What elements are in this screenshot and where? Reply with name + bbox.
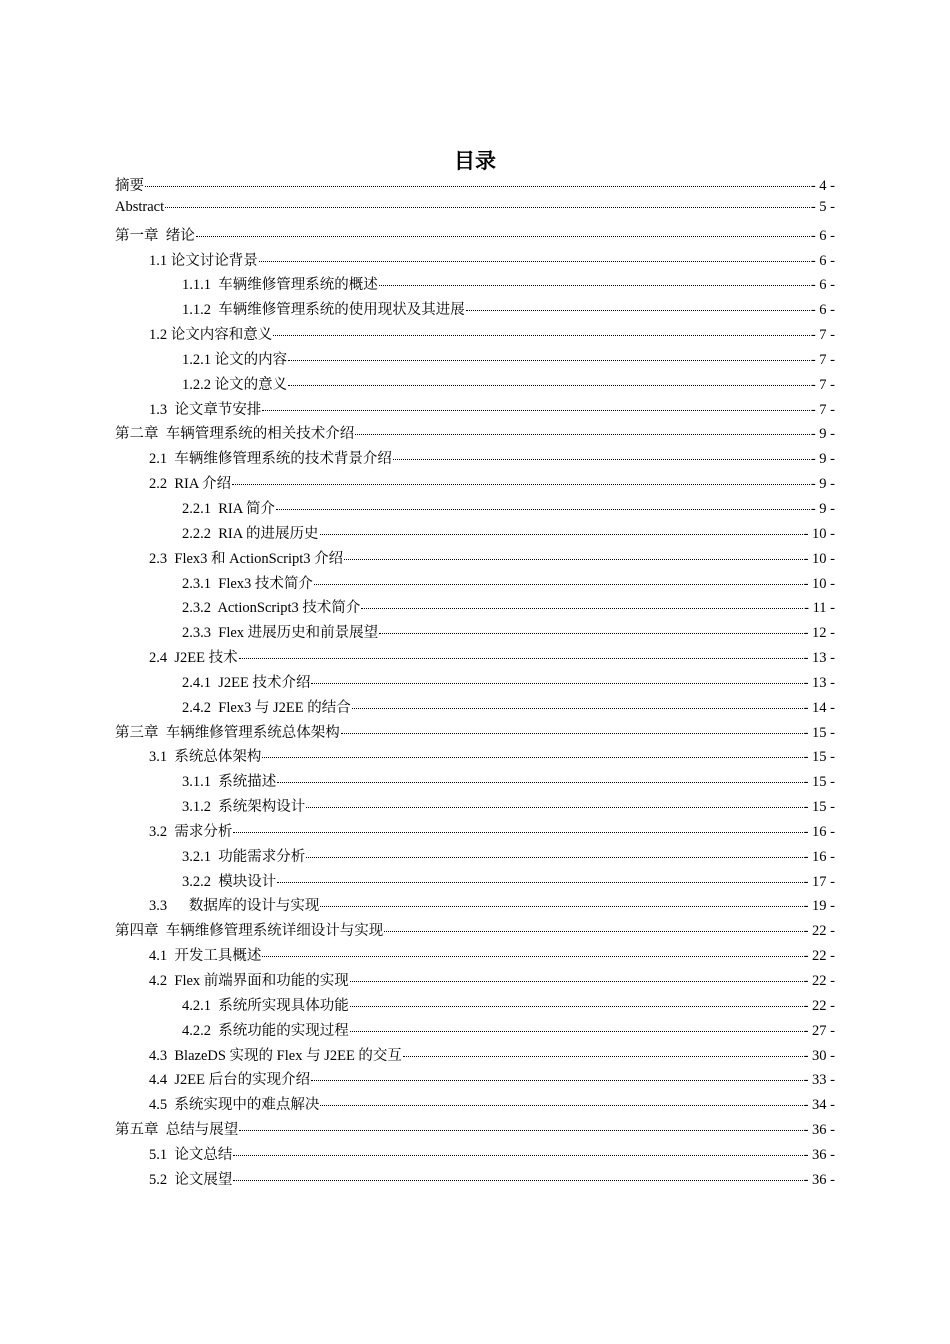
toc-entry[interactable]	[115, 572, 835, 597]
toc-entry[interactable]	[115, 1044, 835, 1069]
toc-entry-label: 1.2 论文内容和意义	[149, 327, 273, 344]
toc-leader-dots	[311, 1080, 802, 1081]
toc-entry-page: - 36 -	[803, 1146, 835, 1163]
toc-entry[interactable]	[115, 249, 835, 274]
toc-entry[interactable]	[115, 820, 835, 845]
toc-entry[interactable]	[115, 621, 835, 646]
toc-entry-label: 1.1 论文讨论背景	[149, 252, 258, 269]
toc-entry-page: - 34 -	[803, 1097, 835, 1114]
toc-entry-label: 3.3 数据库的设计与实现	[149, 898, 320, 915]
toc-entry-label: 2.3.1 Flex3 技术简介	[182, 575, 313, 592]
toc-entry-page: - 15 -	[803, 724, 835, 741]
toc-leader-dots	[350, 1006, 803, 1007]
toc-entry-page: - 22 -	[803, 997, 835, 1014]
toc-leader-dots	[466, 310, 810, 311]
toc-entry[interactable]	[115, 1118, 835, 1143]
toc-entry[interactable]	[115, 1068, 835, 1093]
toc-entry[interactable]	[115, 870, 835, 895]
toc-entry-label: 2.4 J2EE 技术	[149, 650, 238, 667]
toc-entry[interactable]	[115, 1143, 835, 1168]
toc-entry-page: - 22 -	[803, 948, 835, 965]
toc-leader-dots	[350, 981, 803, 982]
toc-entry-label: 4.3 BlazeDS 实现的 Flex 与 J2EE 的交互	[149, 1047, 402, 1064]
toc-entry[interactable]	[115, 199, 835, 224]
toc-entry-page: - 7 -	[810, 401, 835, 418]
toc-entry-label: 2.2.1 RIA 简介	[182, 500, 276, 517]
toc-entry-label: 2.3 Flex3 和 ActionScript3 介绍	[149, 550, 344, 567]
toc-entry-page: - 6 -	[810, 302, 835, 319]
table-of-contents	[115, 174, 835, 1193]
toc-entry-page: - 27 -	[803, 1022, 835, 1039]
toc-entry[interactable]	[115, 472, 835, 497]
toc-entry[interactable]	[115, 224, 835, 249]
toc-entry-label: 1.1.2 车辆维修管理系统的使用现状及其进展	[182, 302, 465, 319]
toc-entry[interactable]	[115, 919, 835, 944]
toc-entry[interactable]	[115, 298, 835, 323]
toc-entry-label: 第三章 车辆维修管理系统总体架构	[115, 724, 340, 741]
toc-entry-page: - 9 -	[810, 500, 835, 517]
toc-entry-label: 4.2.2 系统功能的实现过程	[182, 1022, 349, 1039]
toc-leader-dots	[262, 757, 802, 758]
toc-entry[interactable]	[115, 547, 835, 572]
toc-entry-label: Abstract	[115, 198, 165, 215]
toc-leader-dots	[314, 584, 803, 585]
toc-entry-label: 2.3.3 Flex 进展历史和前景展望	[182, 625, 379, 642]
toc-entry-page: - 6 -	[810, 252, 835, 269]
toc-entry-page: - 13 -	[803, 650, 835, 667]
toc-leader-dots	[145, 186, 810, 187]
toc-entry-label: 5.1 论文总结	[149, 1146, 233, 1163]
toc-entry[interactable]	[115, 671, 835, 696]
toc-leader-dots	[273, 335, 810, 336]
toc-entry-page: - 5 -	[810, 198, 835, 215]
toc-entry-label: 3.1.2 系统架构设计	[182, 799, 306, 816]
toc-entry-page: - 6 -	[810, 227, 835, 244]
toc-entry-label: 4.2.1 系统所实现具体功能	[182, 997, 349, 1014]
toc-entry-label: 2.2 RIA 介绍	[149, 476, 232, 493]
toc-leader-dots	[344, 559, 802, 560]
toc-entry-label: 2.2.2 RIA 的进展历史	[182, 525, 319, 542]
toc-entry-label: 1.2.2 论文的意义	[182, 376, 288, 393]
toc-entry-label: 1.1.1 车辆维修管理系统的概述	[182, 277, 378, 294]
toc-entry-page: - 19 -	[803, 898, 835, 915]
toc-entry-label: 5.2 论文展望	[149, 1171, 233, 1188]
toc-entry-label: 2.4.2 Flex3 与 J2EE 的结合	[182, 699, 351, 716]
toc-leader-dots	[262, 956, 802, 957]
toc-entry-page: - 14 -	[803, 699, 835, 716]
toc-entry[interactable]	[115, 596, 835, 621]
toc-entry-page: - 15 -	[803, 774, 835, 791]
toc-entry[interactable]	[115, 1168, 835, 1193]
toc-leader-dots	[379, 285, 810, 286]
toc-entry-page: - 9 -	[810, 451, 835, 468]
toc-leader-dots	[306, 807, 802, 808]
toc-entry[interactable]	[115, 721, 835, 746]
toc-entry-page: - 13 -	[803, 674, 835, 691]
toc-entry-label: 摘要	[115, 178, 144, 194]
toc-entry-page: - 7 -	[810, 351, 835, 368]
toc-entry-label: 4.5 系统实现中的难点解决	[149, 1097, 320, 1114]
toc-entry-page: - 16 -	[803, 848, 835, 865]
toc-entry-page: - 12 -	[803, 625, 835, 642]
toc-entry[interactable]	[115, 944, 835, 969]
toc-entry[interactable]	[115, 174, 835, 199]
toc-leader-dots	[403, 1056, 803, 1057]
toc-leader-dots	[311, 683, 802, 684]
toc-entry-label: 1.2.1 论文的内容	[182, 351, 288, 368]
toc-leader-dots	[196, 236, 810, 237]
toc-entry-page: - 30 -	[803, 1047, 835, 1064]
toc-entry-page: - 11 -	[804, 600, 835, 617]
toc-entry-label: 3.2.2 模块设计	[182, 873, 277, 890]
toc-entry[interactable]	[115, 373, 835, 398]
toc-entry-label: 第二章 车辆管理系统的相关技术介绍	[115, 426, 355, 443]
toc-entry-label: 3.2 需求分析	[149, 823, 233, 840]
toc-entry-page: - 22 -	[803, 923, 835, 940]
toc-entry[interactable]	[115, 497, 835, 522]
toc-leader-dots	[239, 658, 803, 659]
toc-entry-page: - 33 -	[803, 1072, 835, 1089]
toc-entry-page: - 36 -	[803, 1122, 835, 1139]
toc-leader-dots	[306, 857, 802, 858]
toc-entry[interactable]	[115, 422, 835, 447]
toc-leader-dots	[277, 882, 802, 883]
toc-entry[interactable]	[115, 795, 835, 820]
toc-entry-page: - 15 -	[803, 799, 835, 816]
toc-leader-dots	[350, 1031, 803, 1032]
toc-entry-label: 第一章 绪论	[115, 227, 195, 244]
page-title: 目录	[454, 149, 496, 173]
toc-entry[interactable]	[115, 273, 835, 298]
toc-entry[interactable]	[115, 1093, 835, 1118]
toc-entry[interactable]	[115, 646, 835, 671]
toc-entry-label: 4.2 Flex 前端界面和功能的实现	[149, 973, 349, 989]
toc-entry-label: 3.2.1 功能需求分析	[182, 848, 306, 865]
toc-entry[interactable]	[115, 894, 835, 919]
toc-leader-dots	[288, 385, 810, 386]
toc-entry-page: - 10 -	[803, 525, 835, 542]
toc-entry[interactable]	[115, 447, 835, 472]
toc-leader-dots	[361, 608, 803, 609]
toc-entry[interactable]	[115, 994, 835, 1019]
toc-entry-label: 3.1 系统总体架构	[149, 749, 262, 766]
toc-entry-label: 2.1 车辆维修管理系统的技术背景介绍	[149, 451, 392, 468]
toc-entry-label: 2.3.2 ActionScript3 技术简介	[182, 600, 361, 617]
toc-leader-dots	[320, 906, 802, 907]
toc-entry-label: 第四章 车辆维修管理系统详细设计与实现	[115, 923, 384, 940]
toc-leader-dots	[233, 1155, 802, 1156]
toc-leader-dots	[320, 1105, 802, 1106]
toc-entry-page: - 10 -	[803, 550, 835, 567]
toc-entry[interactable]	[115, 398, 835, 423]
toc-entry[interactable]	[115, 745, 835, 770]
toc-entry[interactable]	[115, 323, 835, 348]
toc-entry[interactable]	[115, 1019, 835, 1044]
toc-entry-page: - 15 -	[803, 749, 835, 766]
toc-leader-dots	[320, 534, 803, 535]
toc-leader-dots	[277, 782, 802, 783]
toc-entry[interactable]	[115, 845, 835, 870]
toc-leader-dots	[239, 1130, 802, 1131]
toc-entry-label: 1.3 论文章节安排	[149, 401, 262, 418]
toc-entry-page: - 6 -	[810, 277, 835, 294]
toc-entry-page: - 9 -	[810, 426, 835, 443]
toc-leader-dots	[232, 484, 810, 485]
toc-entry-page: - 22 -	[803, 973, 835, 989]
toc-leader-dots	[165, 207, 810, 208]
toc-entry[interactable]	[115, 696, 835, 721]
toc-leader-dots	[259, 261, 810, 262]
toc-leader-dots	[276, 509, 810, 510]
toc-leader-dots	[352, 708, 803, 709]
toc-leader-dots	[233, 832, 802, 833]
toc-entry-label: 2.4.1 J2EE 技术介绍	[182, 674, 311, 691]
toc-leader-dots	[355, 434, 810, 435]
toc-entry-page: - 9 -	[810, 476, 835, 493]
toc-leader-dots	[262, 410, 809, 411]
toc-entry-label: 3.1.1 系统描述	[182, 774, 277, 791]
toc-entry-label: 4.1 开发工具概述	[149, 948, 262, 965]
toc-entry-page: - 36 -	[803, 1171, 835, 1188]
toc-leader-dots	[341, 733, 803, 734]
toc-entry-page: - 4 -	[810, 178, 835, 194]
toc-leader-dots	[384, 931, 802, 932]
toc-entry-page: - 10 -	[803, 575, 835, 592]
toc-entry[interactable]	[115, 348, 835, 373]
toc-entry-label: 4.4 J2EE 后台的实现介绍	[149, 1072, 311, 1089]
toc-entry[interactable]	[115, 522, 835, 547]
toc-entry-page: - 16 -	[803, 823, 835, 840]
toc-entry-label: 第五章 总结与展望	[115, 1122, 239, 1139]
toc-entry-page: - 17 -	[803, 873, 835, 890]
toc-entry[interactable]	[115, 770, 835, 795]
toc-entry-page: - 7 -	[810, 376, 835, 393]
toc-leader-dots	[379, 633, 802, 634]
toc-entry-page: - 7 -	[810, 327, 835, 344]
toc-leader-dots	[393, 459, 810, 460]
toc-leader-dots	[233, 1180, 802, 1181]
toc-leader-dots	[288, 360, 810, 361]
toc-entry[interactable]	[115, 969, 835, 994]
